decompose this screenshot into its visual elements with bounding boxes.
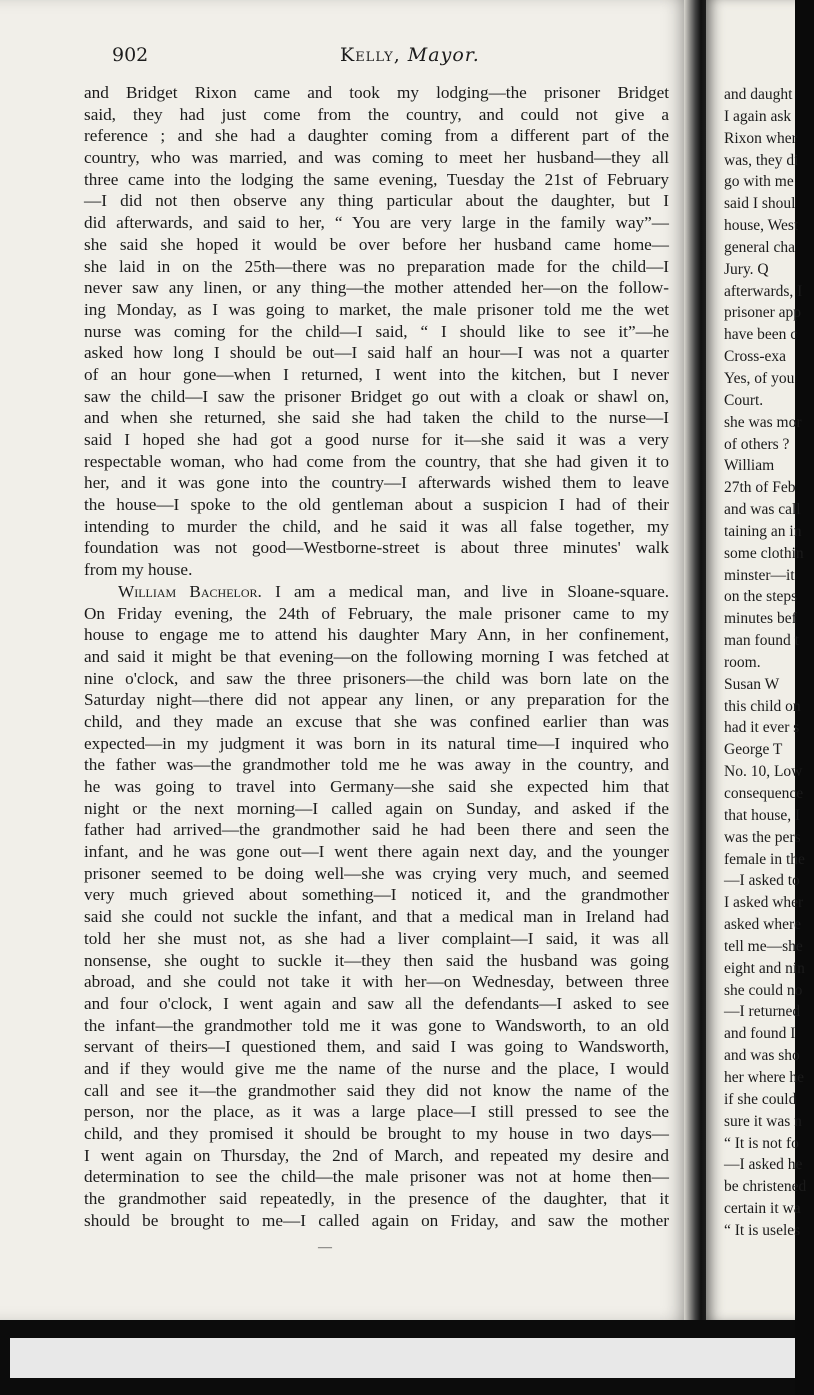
line-text: she laid in on the 25th—there was no preparation made for the child—I bbox=[84, 256, 669, 276]
line-text: asked how long I should be out—I said half an hour—I was not a quarter bbox=[84, 343, 669, 363]
line-text: she said she hoped it would be over before her husband came home— bbox=[84, 234, 669, 254]
text-line bbox=[84, 169, 669, 191]
text-line bbox=[84, 559, 669, 581]
line-text: and when she returned, she said she had taken the child to the nurse—I bbox=[84, 408, 669, 428]
line-text: saw the child—I saw the prisoner Bridget go out with a cloak or shawl on, bbox=[84, 386, 669, 406]
text-line bbox=[84, 386, 669, 408]
text-line bbox=[84, 603, 669, 625]
line-text: nine o'clock, and saw the three prisoners—the child was born late on the bbox=[84, 668, 669, 688]
text-line bbox=[84, 950, 669, 972]
right-text-line: man found t bbox=[724, 632, 799, 650]
right-text-line: go with me bbox=[724, 173, 794, 191]
right-text-line: prisoner app bbox=[724, 304, 802, 322]
right-text-line: I again ask bbox=[724, 107, 792, 125]
scan-bottom-margin bbox=[10, 1338, 795, 1378]
right-text-line: her where he bbox=[724, 1068, 805, 1086]
right-text-line: taining an in bbox=[724, 522, 802, 540]
text-line bbox=[84, 234, 669, 256]
line-text: respectable woman, who had come from the country, that she had given it to bbox=[84, 451, 669, 471]
text-line bbox=[84, 754, 669, 776]
line-text: never saw any linen, or any thing—the mother attended her—on the follow- bbox=[84, 278, 669, 298]
right-text-line: asked where bbox=[724, 916, 802, 934]
text-line bbox=[84, 1080, 669, 1102]
line-text: ing Monday, as I was going to market, the male prisoner told me the wet bbox=[84, 299, 669, 319]
line-text: abroad, and she could not take it with her—on Wednesday, between three bbox=[84, 972, 669, 992]
text-line bbox=[84, 516, 669, 538]
right-text-line: if she could bbox=[724, 1090, 797, 1108]
line-text: the grandmother said repeatedly, in the presence of the daughter, that it bbox=[84, 1189, 669, 1209]
text-line bbox=[84, 1166, 669, 1188]
text-line bbox=[84, 407, 669, 429]
running-title-role: Mayor. bbox=[407, 44, 480, 66]
text-line bbox=[84, 863, 669, 885]
line-text: I went again on Thursday, the 2nd of March, and repeated my desire and bbox=[84, 1145, 669, 1165]
running-title bbox=[340, 44, 480, 66]
right-text-line: was, they di bbox=[724, 151, 799, 169]
right-text-line: minutes bef bbox=[724, 610, 797, 628]
line-text: house to engage me to attend his daughter Mary Ann, in her confinement, bbox=[84, 625, 669, 645]
right-text-line: and daught bbox=[724, 86, 793, 103]
text-line bbox=[84, 1058, 669, 1080]
line-text: nonsense, she ought to suckle it—they then said the husband was going bbox=[84, 950, 669, 970]
right-text-line: afterwards, I bbox=[724, 282, 803, 300]
right-text-line: general cha bbox=[724, 238, 795, 256]
line-text: nurse was coming for the child—I said, “ I should like to see it”—he bbox=[84, 321, 669, 341]
right-text-line: eight and nin bbox=[724, 959, 805, 977]
line-text: infant, and he was gone out—I went there again next day, and the younger bbox=[84, 842, 669, 862]
line-text: the infant—the grandmother told me it was gone to Wandsworth, to an old bbox=[84, 1015, 669, 1035]
right-text-line: I asked wher bbox=[724, 894, 804, 912]
line-text: intending to murder the child, and he said it was all false together, my bbox=[84, 516, 669, 536]
text-line bbox=[84, 689, 669, 711]
right-text-line: Yes, of you bbox=[724, 369, 795, 387]
line-text: from my house. bbox=[84, 560, 193, 580]
right-text-line: Rixon wher bbox=[724, 129, 797, 147]
line-text: night or the next morning—I called again on Sunday, and asked if the bbox=[84, 798, 669, 818]
speaker-name: William Bachelor. bbox=[118, 581, 262, 601]
text-line bbox=[84, 928, 669, 950]
right-page bbox=[706, 0, 807, 1320]
right-text-line: that house, I bbox=[724, 806, 801, 824]
right-text-line: minster—it bbox=[724, 566, 795, 584]
text-line bbox=[84, 321, 669, 343]
line-text: did afterwards, and said to her, “ You are very large in the family way”— bbox=[84, 213, 669, 233]
text-line bbox=[84, 581, 669, 603]
right-text-line: be christened bbox=[724, 1178, 807, 1196]
line-text: foundation was not good—Westborne-street is about three minutes' walk bbox=[84, 538, 669, 558]
right-text-line: “ It is not fo bbox=[724, 1134, 799, 1152]
page-number: 902 bbox=[112, 44, 149, 66]
line-text: child, and they promised it should be brought to my house in two days— bbox=[84, 1124, 669, 1143]
right-text-line: some clothin bbox=[724, 544, 804, 562]
right-text-line: George T bbox=[724, 741, 783, 759]
right-text-line: on the steps bbox=[724, 588, 798, 606]
right-text-line: certain it wa bbox=[724, 1200, 801, 1218]
right-text-line: No. 10, Low bbox=[724, 763, 803, 781]
text-line bbox=[84, 1210, 669, 1232]
text-line bbox=[84, 212, 669, 234]
line-text: very much grieved about something—I noticed it, and the grandmother bbox=[84, 885, 669, 905]
text-line bbox=[84, 190, 669, 212]
text-line bbox=[84, 971, 669, 993]
line-text: and Bridget Rixon came and took my lodging—the prisoner Bridget bbox=[84, 83, 669, 102]
line-text: said she could not suckle the infant, and that a medical man in Ireland had bbox=[84, 907, 669, 927]
running-title-name: Kelly, bbox=[340, 44, 401, 66]
text-line bbox=[84, 1123, 669, 1145]
right-text-line: female in the bbox=[724, 850, 805, 868]
page-mark: — bbox=[318, 1240, 332, 1255]
right-text-line: consequence bbox=[724, 785, 804, 802]
line-text: her, and it was gone into the country—I afterwards wished them to leave bbox=[84, 473, 669, 493]
right-text-line: —I asked he bbox=[724, 1156, 803, 1174]
line-text: expected—in my judgment it was born in its natural time—I inquired who bbox=[84, 733, 669, 753]
line-text: I am a medical man, and live in Sloane-square. bbox=[261, 581, 669, 601]
right-text-line: was the pers bbox=[724, 828, 801, 846]
line-text: said, they had just come from the country, and could not give a bbox=[84, 104, 669, 124]
right-text-line: Court. bbox=[724, 391, 764, 409]
text-line bbox=[84, 993, 669, 1015]
line-text: told her she must not, as she had a liver complaint—I said, it was all bbox=[84, 928, 669, 948]
line-text: said I hoped she had got a good nurse for it—she said it was a very bbox=[84, 430, 669, 449]
text-line bbox=[84, 82, 669, 104]
text-line bbox=[84, 451, 669, 473]
line-text: and if they would give me the name of the nurse and the place, I would bbox=[84, 1058, 669, 1078]
text-line bbox=[84, 1188, 669, 1210]
right-text-line: said I shoul bbox=[724, 195, 796, 213]
line-text: determination to see the child—the male prisoner was not at home then— bbox=[84, 1167, 669, 1187]
text-line bbox=[84, 668, 669, 690]
line-text: country, who was married, and was coming to meet her husband—they all bbox=[84, 148, 669, 168]
right-text-line: —I asked to bbox=[724, 872, 800, 890]
text-line bbox=[84, 1015, 669, 1037]
line-text: call and see it—the grandmother said they did not know the name of the bbox=[84, 1080, 669, 1100]
right-text-line: room. bbox=[724, 653, 761, 671]
line-text: prisoner seemed to be doing well—she was crying very much, and seemed bbox=[84, 863, 669, 883]
line-text: Saturday night—there did not appear any linen, or any preparation for the bbox=[84, 690, 669, 710]
line-text: and four o'clock, I went again and saw all the defendants—I asked to see bbox=[84, 993, 669, 1013]
right-text-line: “ It is useles bbox=[724, 1221, 801, 1239]
line-text: servant of theirs—I questioned them, and said I was going to Wandsworth, bbox=[84, 1037, 669, 1057]
right-text-line: and found I bbox=[724, 1025, 796, 1043]
right-text-line: house, West bbox=[724, 217, 799, 235]
right-text-line: have been c bbox=[724, 326, 798, 344]
text-line bbox=[84, 906, 669, 928]
text-line bbox=[84, 819, 669, 841]
line-text: —I did not then observe any thing particular about the daughter, but I bbox=[84, 191, 669, 211]
text-line bbox=[84, 277, 669, 299]
right-text-line: this child on bbox=[724, 697, 801, 715]
text-line bbox=[84, 342, 669, 364]
text-line bbox=[84, 429, 669, 451]
line-text: person, nor the place, as it was a large place—I still pressed to see the bbox=[84, 1102, 669, 1122]
text-line bbox=[84, 624, 669, 646]
text-line bbox=[84, 147, 669, 169]
line-text: he was going to travel into Germany—she said she expected him that bbox=[84, 777, 669, 796]
text-line bbox=[84, 104, 669, 126]
text-line bbox=[84, 733, 669, 755]
right-text-line: —I returned bbox=[724, 1003, 801, 1021]
text-line bbox=[84, 1145, 669, 1167]
right-text-line: of others ? bbox=[724, 435, 790, 453]
text-line bbox=[84, 256, 669, 278]
right-column-text bbox=[724, 84, 814, 1242]
right-text-line: William bbox=[724, 457, 775, 475]
text-line bbox=[84, 711, 669, 733]
text-line bbox=[84, 299, 669, 321]
right-text-line: Cross-exa bbox=[724, 348, 786, 366]
right-text-line: 27th of Feb bbox=[724, 479, 796, 497]
text-line bbox=[84, 364, 669, 386]
right-text-line: had it ever s bbox=[724, 719, 800, 737]
text-line bbox=[84, 494, 669, 516]
right-text-line: Susan W bbox=[724, 675, 780, 693]
right-text-line: and was sho bbox=[724, 1047, 800, 1065]
text-line bbox=[84, 472, 669, 494]
right-text-line: tell me—she bbox=[724, 937, 803, 955]
text-line bbox=[84, 646, 669, 668]
text-line bbox=[84, 1036, 669, 1058]
line-text: of an hour gone—when I returned, I went into the kitchen, but I never bbox=[84, 364, 669, 384]
line-text: the father was—the grandmother told me he was away in the country, and bbox=[84, 755, 669, 775]
right-text-line: she could no bbox=[724, 981, 803, 999]
right-text-line: sure it was n bbox=[724, 1112, 802, 1130]
line-text: the house—I spoke to the old gentleman about a suspicion I had of their bbox=[84, 495, 669, 515]
text-line bbox=[84, 776, 669, 798]
text-line bbox=[84, 798, 669, 820]
line-text: and said it might be that evening—on the following morning I was fetched at bbox=[84, 646, 669, 666]
line-text: should be brought to me—I called again on Friday, and saw the mother bbox=[84, 1210, 669, 1230]
text-line bbox=[84, 841, 669, 863]
line-text: three came into the lodging the same evening, Tuesday the 21st of February bbox=[84, 169, 669, 189]
text-line bbox=[84, 537, 669, 559]
line-text: child, and they made an excuse that she was confined earlier than was bbox=[84, 711, 669, 731]
line-text: On Friday evening, the 24th of February, the male prisoner came to my bbox=[84, 603, 669, 623]
line-text: father had arrived—the grandmother said he had been there and seen the bbox=[84, 820, 669, 840]
left-column-text bbox=[84, 82, 669, 1231]
right-text-line: Jury. Q bbox=[724, 260, 769, 278]
right-text-line: she was mor bbox=[724, 413, 802, 431]
text-line bbox=[84, 884, 669, 906]
text-line bbox=[84, 125, 669, 147]
line-text: reference ; and she had a daughter coming from a different part of the bbox=[84, 126, 669, 146]
text-line bbox=[84, 1101, 669, 1123]
right-text-line: and was call bbox=[724, 501, 801, 519]
